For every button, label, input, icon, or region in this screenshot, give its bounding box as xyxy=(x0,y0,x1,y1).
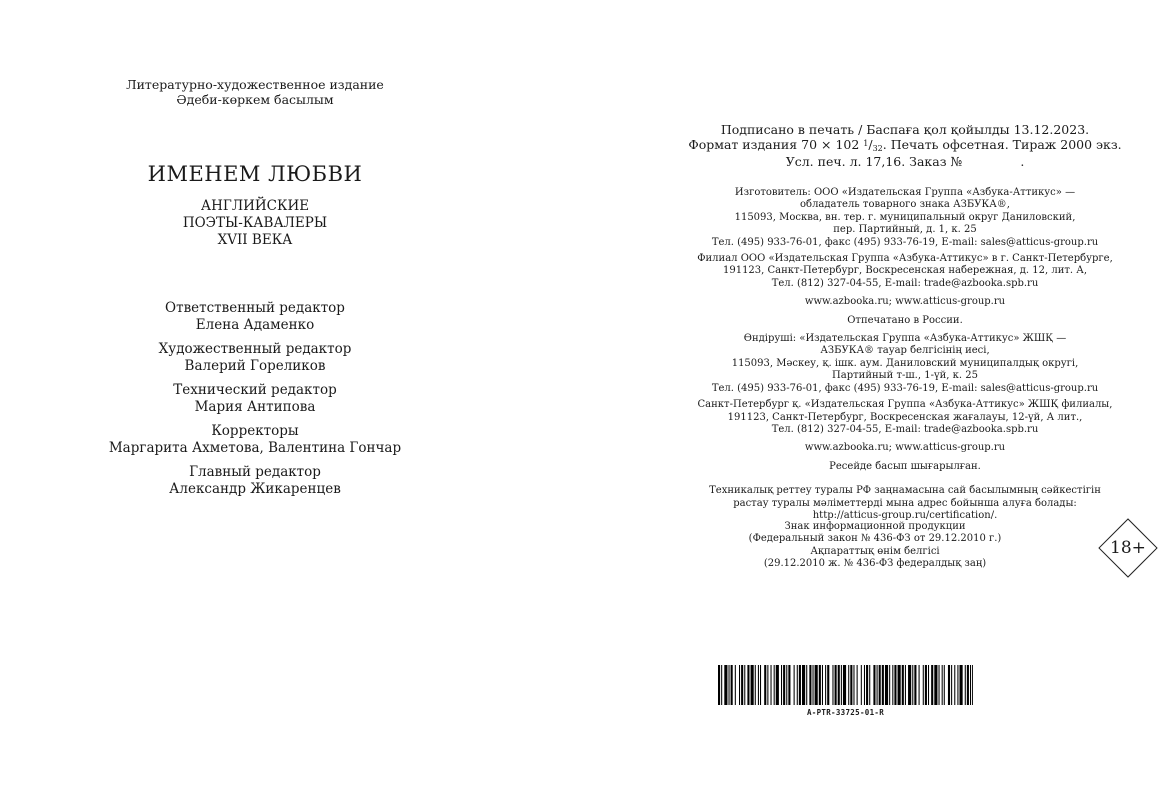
age-rating-label: 18+ xyxy=(1110,538,1146,558)
format-prefix: Формат издания 70 × 102 xyxy=(688,136,864,152)
barcode-text: A-PTR-33725-01-R xyxy=(806,708,885,717)
subtitle-line: ПОЭТЫ-КАВАЛЕРЫ xyxy=(182,215,328,231)
imprint-line: АЗБУКА® тауар белгісінің иесі, xyxy=(820,345,990,357)
credit-name: Маргарита Ахметова, Валентина Гончар xyxy=(108,439,402,456)
branch-ru xyxy=(670,253,1140,290)
barcode-icon xyxy=(718,665,973,705)
credit-role: Ответственный редактор xyxy=(165,300,345,316)
credit-name: Валерий Гореликов xyxy=(184,357,326,374)
imprint-line: обладатель товарного знака АЗБУКА®, xyxy=(800,199,1010,211)
imprint-line: 115093, Москва, вн. тер. г. муниципальный округ Даниловский, xyxy=(734,211,1076,223)
credit-item xyxy=(50,341,460,374)
credit-name: Елена Адаменко xyxy=(195,316,315,333)
sites-ru: www.azbooka.ru; www.atticus-group.ru xyxy=(804,296,1006,308)
sheets-line xyxy=(670,155,1140,169)
info-sign-line: (Федеральный закон № 436-ФЗ от 29.12.2010 г.) xyxy=(748,533,1002,545)
format-denominator: 32 xyxy=(872,143,883,153)
imprint-line: Тел. (495) 933-76-01, факс (495) 933-76-19, E-mail: sales@atticus-group.ru xyxy=(711,382,1099,394)
imprint-line: Партийный т-ш., 1-үй, к. 25 xyxy=(832,370,978,382)
credit-name: Александр Жикаренцев xyxy=(169,480,341,497)
imprint-line: Өндіруші: «Издательская Группа «Азбука-Аттикус» ЖШҚ — xyxy=(743,333,1067,345)
title-block xyxy=(50,160,460,249)
certification-info xyxy=(670,485,1140,522)
publication-kind-kz: Әдеби-көркем басылым xyxy=(176,92,334,107)
branch-line: Филиал ООО «Издательская Группа «Азбука-Аттикус» в г. Санкт-Петербурге, xyxy=(697,253,1113,265)
info-sign-line: (29.12.2010 ж. № 436-ФЗ федералдық заң) xyxy=(763,558,987,570)
credit-item xyxy=(50,423,460,456)
credit-role: Корректоры xyxy=(211,423,299,439)
info-sign-line: Знак информационной продукции xyxy=(784,521,966,532)
info-product-sign xyxy=(670,521,1080,571)
cert-line: растау туралы мәліметтерді мына адрес бойынша алуға болады: xyxy=(733,497,1077,509)
signed-date: Подписано в печать / Баспаға қол қойылды 13.12.2023. xyxy=(720,122,1090,137)
format-line xyxy=(670,137,1140,156)
branch-line: Тел. (812) 327-04-55, E-mail: trade@azbooka.spb.ru xyxy=(771,423,1039,435)
sheets-end: . xyxy=(1020,154,1025,169)
format-suffix: . Печать офсетная. Тираж 2000 экз. xyxy=(882,136,1122,152)
left-page xyxy=(0,0,550,802)
book-title: ИМЕНЕМ ЛЮБВИ xyxy=(147,162,363,186)
imprint-kz xyxy=(670,333,1140,395)
credit-role: Технический редактор xyxy=(173,382,337,398)
age-rating-diamond-icon xyxy=(1107,527,1149,569)
credits-list xyxy=(50,300,460,505)
format-slash: / xyxy=(868,136,873,152)
branch-line: 191123, Санкт-Петербург, Воскресенская жағалауы, 12-үй, А лит., xyxy=(727,411,1083,423)
printed-in-russia: Отпечатано в России. xyxy=(847,314,963,326)
publication-kind-ru: Литературно-художественное издание xyxy=(126,77,384,92)
credit-item xyxy=(50,464,460,497)
imprint-line: Тел. (495) 933-76-01, факс (495) 933-76-19, E-mail: sales@atticus-group.ru xyxy=(711,236,1099,248)
cert-line: Техникалық реттеу туралы РФ заңнамасына сай басылымның сәйкестігін xyxy=(709,485,1101,497)
credit-item xyxy=(50,382,460,415)
credit-role: Главный редактор xyxy=(189,464,321,480)
book-subtitle xyxy=(50,198,460,249)
printed-in-russia-kz: Ресейде басып шығарылған. xyxy=(829,460,981,472)
imprint-ru xyxy=(670,187,1140,249)
imprint-block xyxy=(670,187,1140,522)
imprint-line: 115093, Мәскеу, қ. ішк. аум. Даниловский муниципалдық округі, xyxy=(731,357,1079,369)
format-numerator: 1 xyxy=(863,138,869,148)
subtitle-line: XVII ВЕКА xyxy=(217,232,293,248)
credit-name: Мария Антипова xyxy=(194,398,316,415)
imprint-line: Изготовитель: ООО «Издательская Группа «Азбука-Аттикус» — xyxy=(734,187,1076,198)
branch-line: Тел. (812) 327-04-55, E-mail: trade@azbooka.spb.ru xyxy=(771,277,1039,289)
info-sign-line: Ақпараттық өнім белгісі xyxy=(810,545,940,557)
branch-line: Санкт-Петербург қ. «Издательская Группа «Азбука-Аттикус» ЖШҚ филиалы, xyxy=(697,399,1113,411)
sites-kz: www.azbooka.ru; www.atticus-group.ru xyxy=(804,442,1006,454)
publication-kind xyxy=(50,77,460,107)
imprint-line: пер. Партийный, д. 1, к. 25 xyxy=(833,224,977,236)
branch-line: 191123, Санкт-Петербург, Воскресенская набережная, д. 12, лит. А, xyxy=(722,265,1088,277)
branch-kz xyxy=(670,399,1140,436)
credit-item xyxy=(50,300,460,333)
subtitle-line: АНГЛИЙСКИЕ xyxy=(200,198,310,214)
print-signoff xyxy=(670,123,1140,169)
cert-line: http://atticus-group.ru/certification/. xyxy=(812,509,998,521)
sheets-text: Усл. печ. л. 17,16. Заказ № xyxy=(785,154,963,169)
credit-role: Художественный редактор xyxy=(158,341,352,357)
